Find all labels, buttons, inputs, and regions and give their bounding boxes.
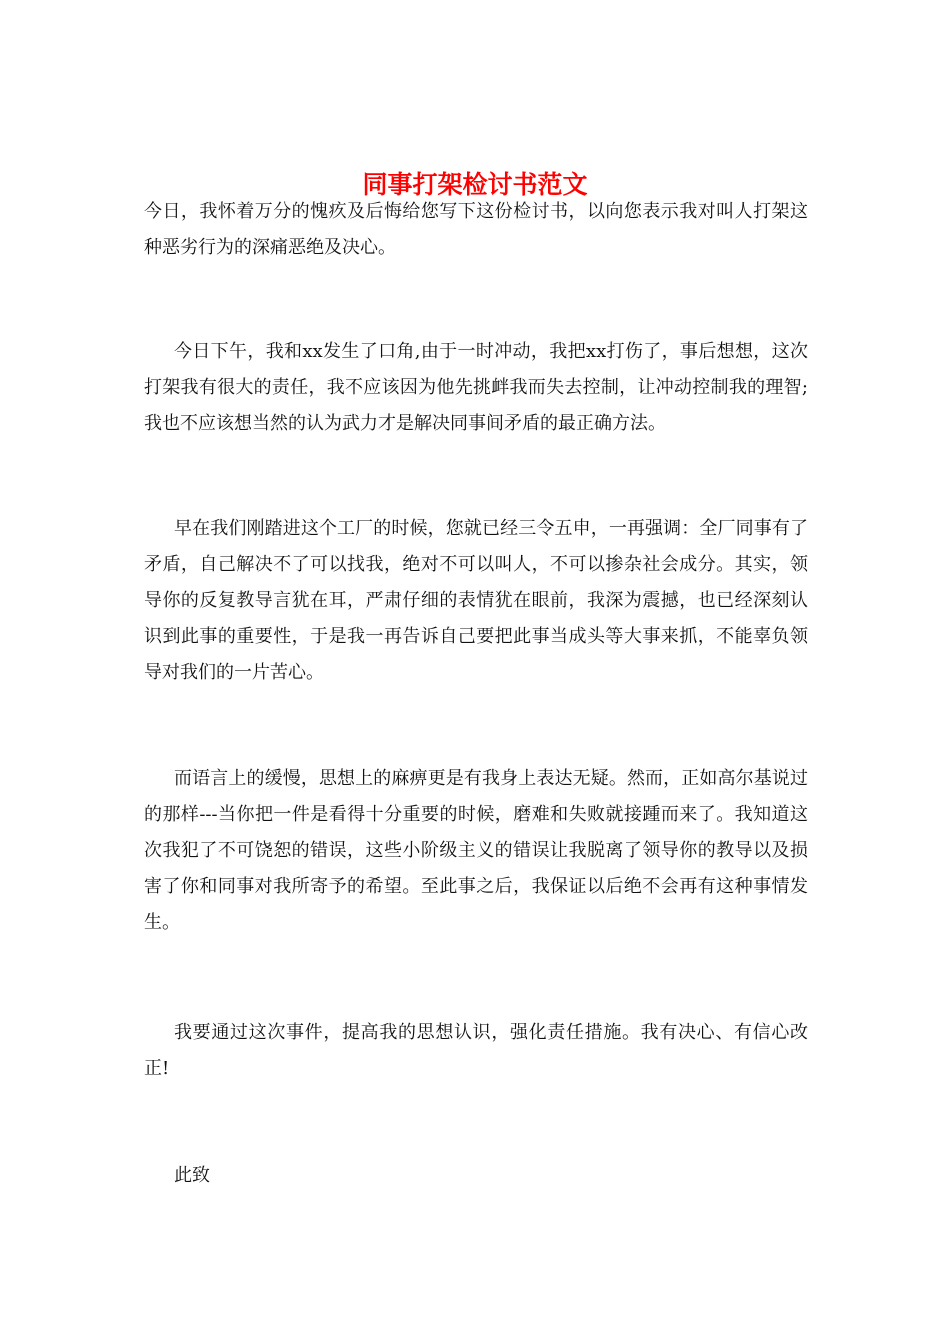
- closing-salutation: 此致: [174, 1165, 210, 1186]
- paragraph-5: 我要通过这次事件，提高我的思想认识，强化责任措施。我有决心、有信心改正!: [144, 1022, 808, 1079]
- paragraph-3: 早在我们刚踏进这个工厂的时候，您就已经三令五申，一再强调：全厂同事有了矛盾，自己解决不了可以找我，绝对不可以叫人，不可以掺杂社会成分。其实，领导你的反复教导言犹在耳，严肃仔细的表情犹在眼前，我深为震撼，也已经深刻认识到此事的重要性，于是我一再告诉自己要把此事当成头等大事来抓，不能辜负领导对我们的一片苦心。: [144, 518, 808, 683]
- paragraph-1: 今日，我怀着万分的愧疚及后悔给您写下这份检讨书，以向您表示我对叫人打架这种恶劣行为的深痛恶绝及决心。: [144, 201, 808, 258]
- paragraph-4: 而语言上的缓慢，思想上的麻痹更是有我身上表达无疑。然而，正如高尔基说过的那样---当你把一件是看得十分重要的时候，磨难和失败就接踵而来了。我知道这次我犯了不可饶恕的错误，这些小阶级主义的错误让我脱离了领导你的教导以及损害了你和同事对我所寄予的希望。至此事之后，我保证以后绝不会再有这种事情发生。: [144, 768, 808, 933]
- document-title: 同事打架检讨书范文: [362, 169, 588, 199]
- paragraph-2: 今日下午，我和xx发生了口角,由于一时冲动，我把xx打伤了，事后想想，这次打架我有很大的责任，我不应该因为他先挑衅我而失去控制，让冲动控制我的理智;我也不应该想当然的认为武力才是解决同事间矛盾的最正确方法。: [144, 341, 808, 434]
